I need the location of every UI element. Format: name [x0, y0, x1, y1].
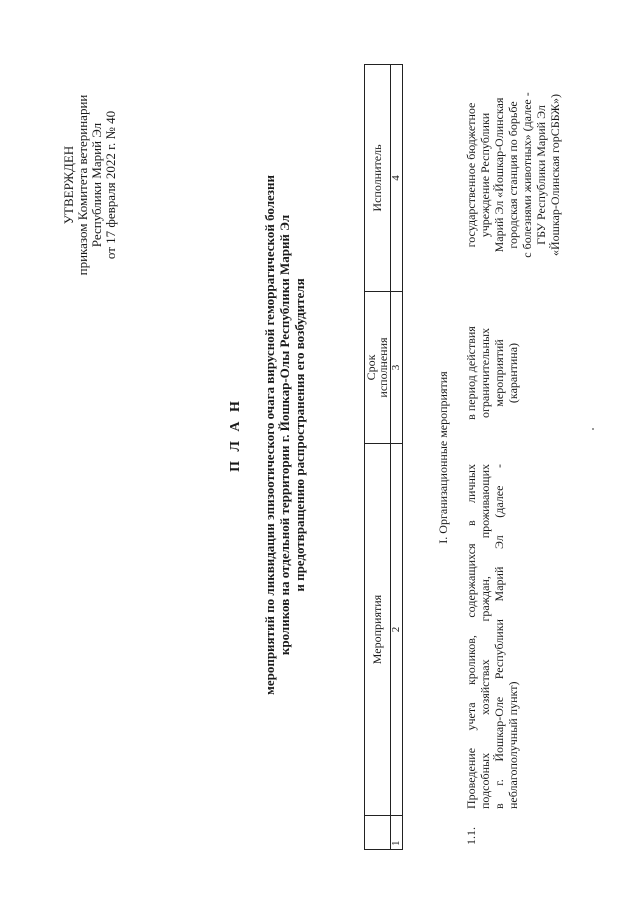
column-number: 4: [391, 65, 403, 292]
subtitle-line: мероприятий по ликвидации эпизоотического очага вирусной геморрагической болезни: [262, 174, 277, 696]
column-number: 2: [391, 444, 403, 816]
executor-line: Марий Эл «Йошкар-Олинская: [492, 97, 506, 253]
subtitle-line: и предотвращению распространения его возбудителя: [292, 278, 307, 592]
approval-line: приказом Комитета ветеринарии: [75, 94, 90, 276]
term-line: (карантина): [506, 342, 520, 404]
table-number-row: [391, 65, 403, 850]
activity-line: Проведение учета кроликов, содержащихся в личных: [464, 464, 478, 809]
column-number: 1: [391, 816, 403, 850]
row-activity-text: [464, 464, 520, 809]
header-cell-number: [365, 816, 391, 850]
activity-line: в г. Йошкар-Оле Республики Марий Эл (далее -: [492, 464, 506, 809]
approval-stamp: [62, 35, 118, 335]
header-cell-activities: Мероприятия: [365, 444, 391, 816]
row-number: 1.1.: [464, 827, 478, 845]
section-title: I. Организационные мероприятия: [436, 371, 450, 544]
approval-line: УТВЕРЖДЕН: [61, 145, 76, 225]
table-header-row: [365, 65, 391, 850]
approval-line: Республики Марий Эл: [89, 122, 104, 248]
header-cell-term: [365, 292, 391, 444]
activity-line: подсобных хозяйствах граждан, проживающих: [478, 464, 492, 809]
term-line: ограничительных: [478, 327, 492, 419]
executor-line: учреждение Республики: [478, 112, 492, 238]
row-executor: [464, 65, 562, 285]
executor-line: государственное бюджетное: [464, 102, 478, 248]
term-line: мероприятий: [492, 339, 506, 407]
header-cell-executor: Исполнитель: [365, 65, 391, 292]
executor-line: ГБУ Республики Марий Эл: [534, 105, 548, 245]
executor-line: городская станция по борьбе: [506, 101, 520, 249]
document-title: П Л А Н: [228, 398, 243, 472]
activity-line: неблагополучный пункт): [506, 681, 520, 809]
executor-line: с болезнями животных» (далее -: [520, 92, 534, 258]
term-line: в период действия: [464, 326, 478, 420]
subtitle-line: кроликов на отдельной территории г. Йошкар-Олы Республики Марий Эл: [277, 214, 292, 656]
document-subtitle: [262, 25, 307, 845]
column-number: 3: [391, 292, 403, 444]
plan-table-header: [364, 64, 403, 850]
scan-speck: [592, 428, 594, 430]
executor-line: «Йошкар-Олинская горСББЖ»): [548, 93, 562, 257]
header-term-label: Срок исполнения: [364, 337, 390, 398]
approval-line: от 17 февраля 2022 г. № 40: [103, 110, 118, 260]
row-term: [464, 303, 520, 443]
